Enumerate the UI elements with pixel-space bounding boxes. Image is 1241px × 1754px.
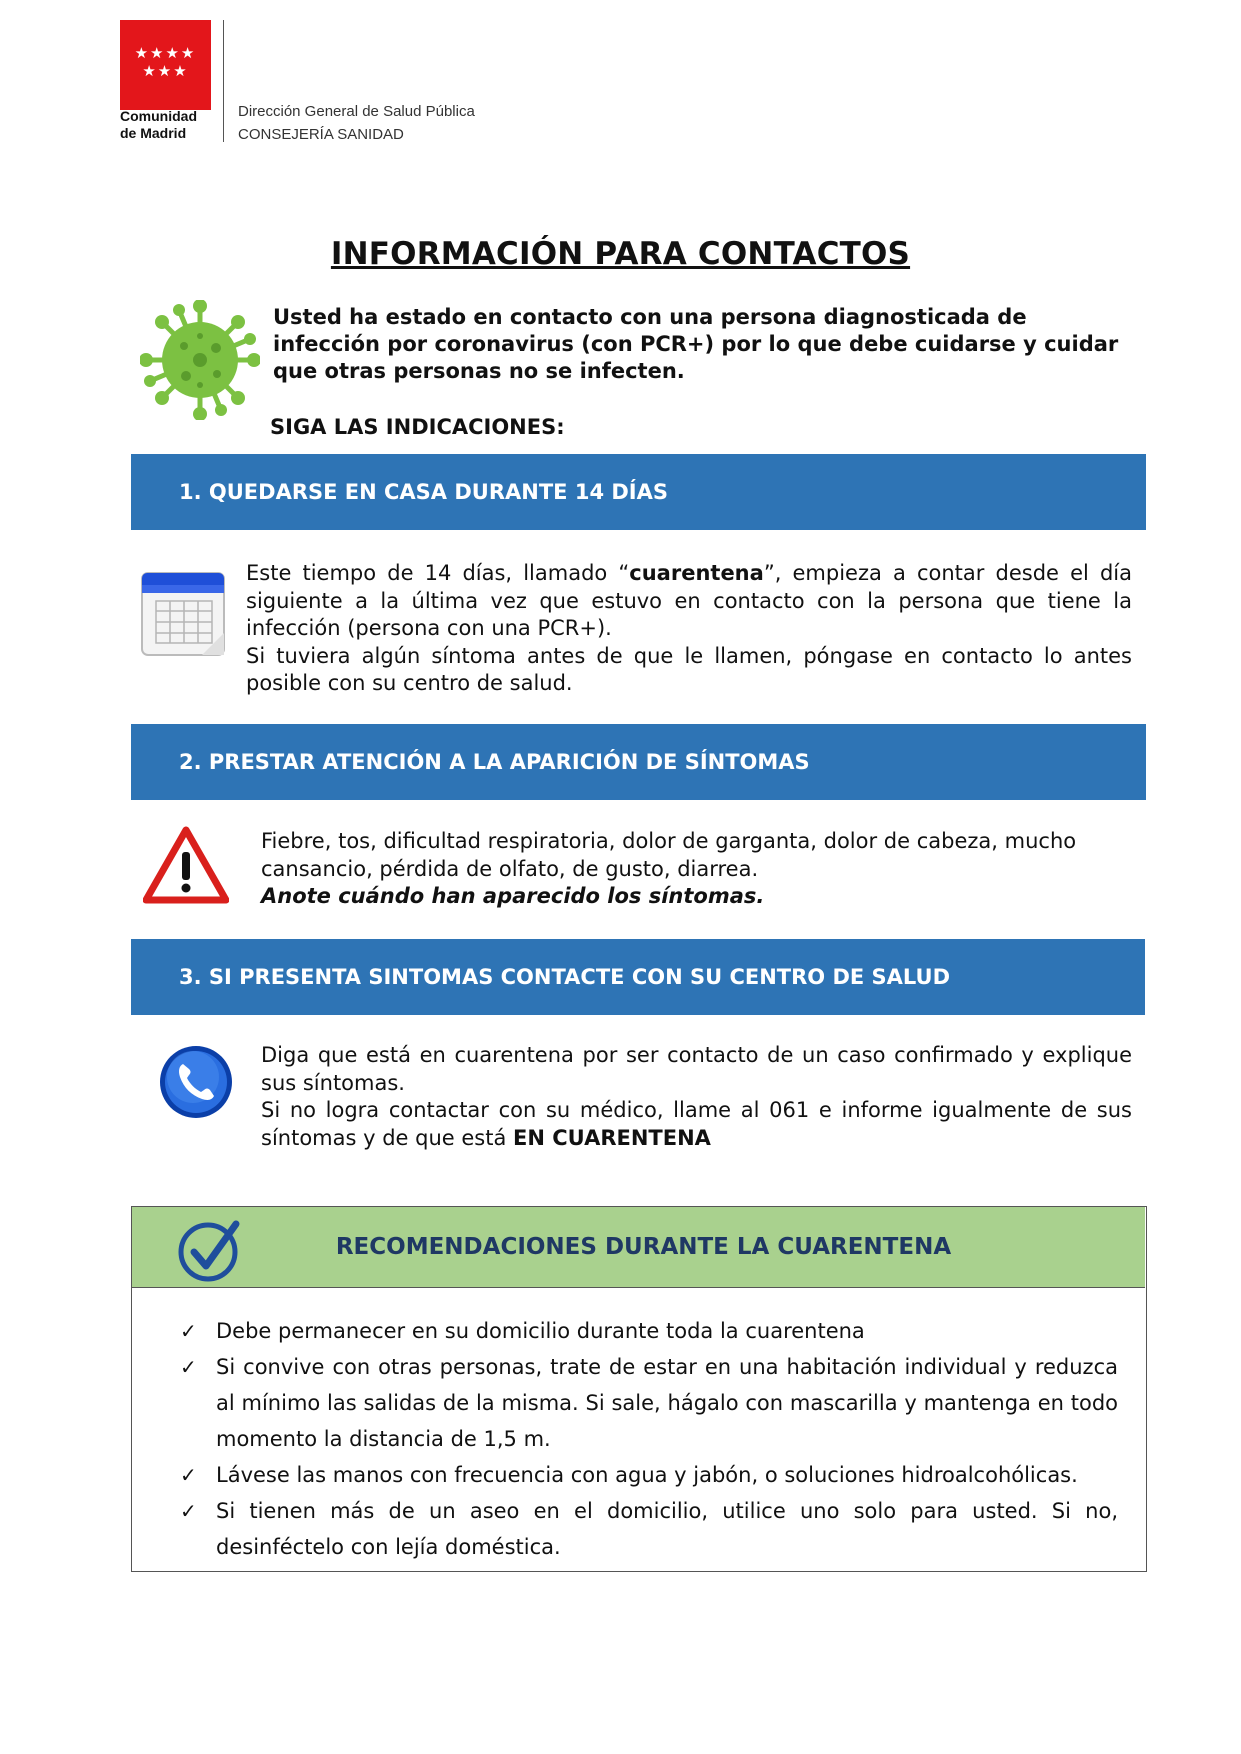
header-divider	[223, 20, 224, 142]
list-item	[178, 1493, 1118, 1565]
section-2-text	[261, 828, 1131, 911]
recommendation-text: Si tienen más de un aseo en el domicilio, utilice uno solo para usted. Si no, desinféctelo con lejía doméstica.	[216, 1499, 1118, 1559]
section-3-text-part-b: Si no logra contactar con su médico, llame al 061 e informe igualmente de sus síntomas y de que está	[261, 1098, 1132, 1150]
recommendation-text: Debe permanecer en su domicilio durante toda la cuarentena	[216, 1319, 865, 1343]
recommendation-text: Si convive con otras personas, trate de estar en una habitación individual y reduzca al mínimo las salidas de la misma. Si sale, hágalo con mascarilla y mantenga en todo momento la distancia de 1,5 m.	[216, 1355, 1118, 1451]
recommendations-title: RECOMENDACIONES DURANTE LA CUARENTENA	[335, 1234, 952, 1260]
section-3-text	[261, 1042, 1132, 1152]
section-2-heading	[131, 724, 1146, 800]
check-icon: ✓	[180, 1355, 197, 1379]
section-1-text	[246, 560, 1132, 698]
check-icon: ✓	[180, 1499, 197, 1523]
section-1-text-part-c: Si tuviera algún síntoma antes de que le llamen, póngase en contacto lo antes posible con su centro de salud.	[246, 643, 1132, 695]
quarantine-status: EN CUARENTENA	[513, 1125, 711, 1150]
check-icon: ✓	[180, 1319, 197, 1343]
virus-icon	[140, 300, 260, 420]
org-department: CONSEJERÍA SANIDAD	[238, 126, 404, 143]
symptoms-note: Anote cuándo han aparecido los síntomas.	[261, 884, 765, 908]
section-2-heading-text: 2. PRESTAR ATENCIÓN A LA APARICIÓN DE SÍNTOMAS	[179, 750, 810, 774]
section-1-heading-text: 1. QUEDARSE EN CASA DURANTE 14 DÍAS	[179, 480, 668, 504]
quarantine-term: cuarentena	[629, 561, 764, 585]
recommendation-text: Lávese las manos con frecuencia con agua y jabón, o soluciones hidroalcohólicas.	[216, 1463, 1078, 1487]
section-1-text-part-a: Este tiempo de 14 días, llamado “	[246, 561, 630, 585]
list-item	[178, 1313, 1118, 1349]
calendar-icon	[140, 567, 226, 657]
section-3-text-part-a: Diga que está en cuarentena por ser contacto de un caso confirmado y explique sus síntomas.	[261, 1043, 1132, 1095]
check-icon: ✓	[180, 1463, 197, 1487]
list-item	[178, 1349, 1118, 1457]
recommendations-list	[178, 1313, 1118, 1565]
page-title: INFORMACIÓN PARA CONTACTOS	[330, 236, 911, 272]
section-1-text-part-b: ”, empieza a contar desde el día siguiente a la última vez que estuvo en contacto con la persona que tiene la infección (persona con una PCR+).	[246, 561, 1132, 640]
section-1-heading	[131, 454, 1146, 530]
intro-text: Usted ha estado en contacto con una persona diagnosticada de infección por coronavirus (con PCR+) por lo que debe cuidarse y cuidar que otras personas no se infecten.	[273, 305, 1119, 383]
symptoms-list: Fiebre, tos, dificultad respiratoria, dolor de garganta, dolor de cabeza, mucho cansancio, pérdida de olfato, de gusto, diarrea.	[261, 829, 1077, 881]
instructions-heading: SIGA LAS INDICACIONES:	[270, 415, 565, 439]
phone-icon	[158, 1044, 234, 1120]
section-3-heading-text: 3. SI PRESENTA SINTOMAS CONTACTE CON SU CENTRO DE SALUD	[179, 965, 951, 989]
logo-text-line-2: de Madrid	[120, 125, 187, 141]
list-item	[178, 1457, 1118, 1493]
logo-text-line-1: Comunidad	[120, 108, 197, 124]
section-3-heading	[131, 939, 1145, 1015]
logo-text	[120, 108, 197, 142]
warning-icon	[143, 826, 229, 904]
org-name: Dirección General de Salud Pública	[238, 103, 475, 120]
logo-stars: ★★★★ ★★★	[134, 44, 197, 80]
